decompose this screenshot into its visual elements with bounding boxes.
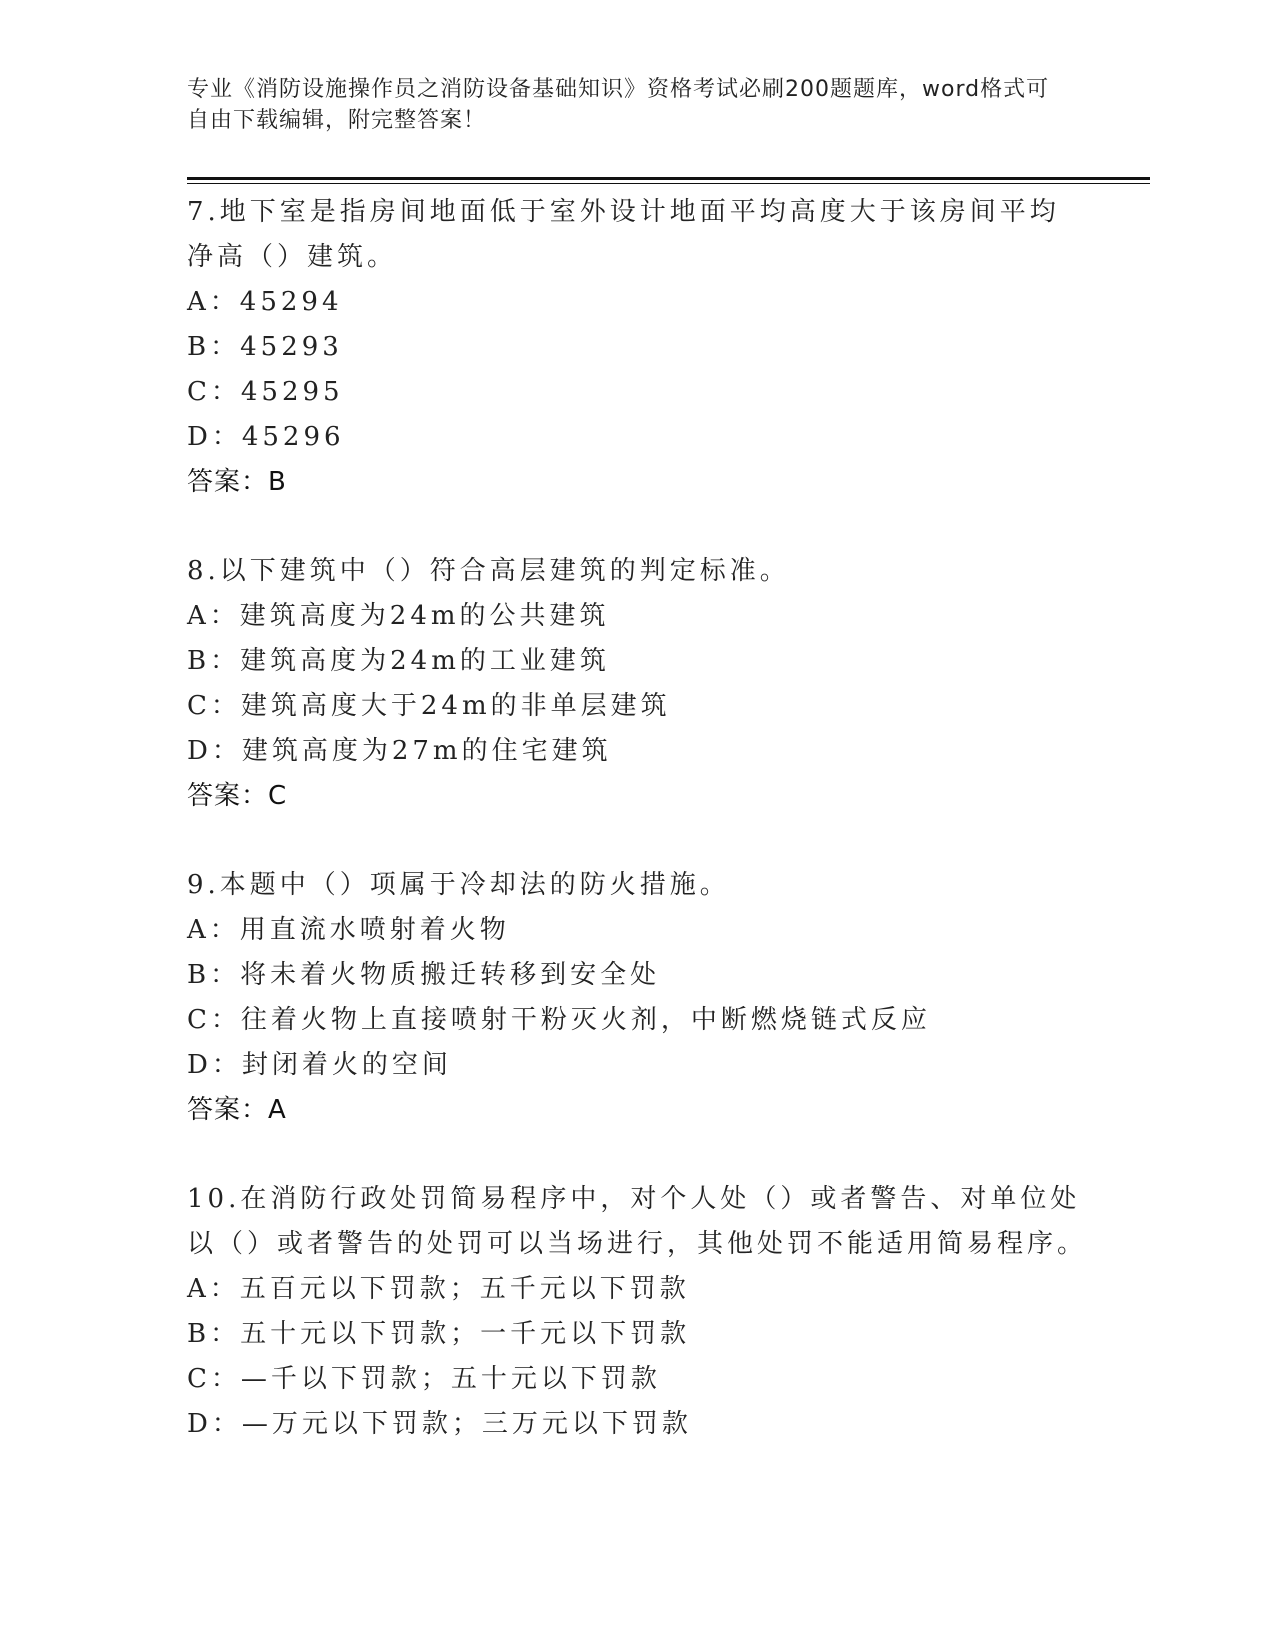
option-a: A：建筑高度为24m的公共建筑 [187,601,610,631]
option-c: C：建筑高度大于24m的非单层建筑 [187,691,671,721]
question-stem: 7.地下室是指房间地面低于室外设计地面平均高度大于该房间平均净高（）建筑。 [187,197,1060,272]
option-d: D：—万元以下罚款；三万元以下罚款 [187,1409,692,1439]
option-c: C：往着火物上直接喷射干粉灭火剂，中断燃烧链式反应 [187,1005,931,1035]
question-item [187,549,1087,818]
option-a: A：45294 [187,287,343,317]
option-b: B：45293 [187,332,343,362]
option-b: B：将未着火物质搬迁转移到安全处 [187,960,661,990]
option-d: D：封闭着火的空间 [187,1050,452,1080]
option-b: B：建筑高度为24m的工业建筑 [187,646,610,676]
answer: 答案：A [187,1095,287,1125]
option-a: A：五百元以下罚款；五千元以下罚款 [187,1274,690,1304]
answer: 答案：B [187,467,287,497]
question-stem: 8.以下建筑中（）符合高层建筑的判定标准。 [187,556,790,586]
answer: 答案：C [187,781,288,811]
option-c: C：—千以下罚款；五十元以下罚款 [187,1364,661,1394]
option-d: D：45296 [187,422,345,452]
question-item [187,863,1087,1132]
option-b: B：五十元以下罚款；一千元以下罚款 [187,1319,691,1349]
document-header: 专业《消防设施操作员之消防设备基础知识》资格考试必刷200题题库，word格式可自由下载编辑，附完整答案！ [187,77,1050,133]
question-list [187,190,1087,1492]
option-d: D：建筑高度为27m的住宅建筑 [187,736,612,766]
header-divider-thin [187,183,1150,184]
option-a: A：用直流水喷射着火物 [187,915,510,945]
question-item [187,1177,1087,1447]
question-item [187,190,1087,504]
header-divider-thick [187,177,1150,180]
question-stem: 10.在消防行政处罚简易程序中，对个人处（）或者警告、对单位处以（）或者警告的处罚可以当场进行，其他处罚不能适用简易程序。 [187,1184,1088,1259]
option-c: C：45295 [187,377,344,407]
question-stem: 9.本题中（）项属于冷却法的防火措施。 [187,870,730,900]
